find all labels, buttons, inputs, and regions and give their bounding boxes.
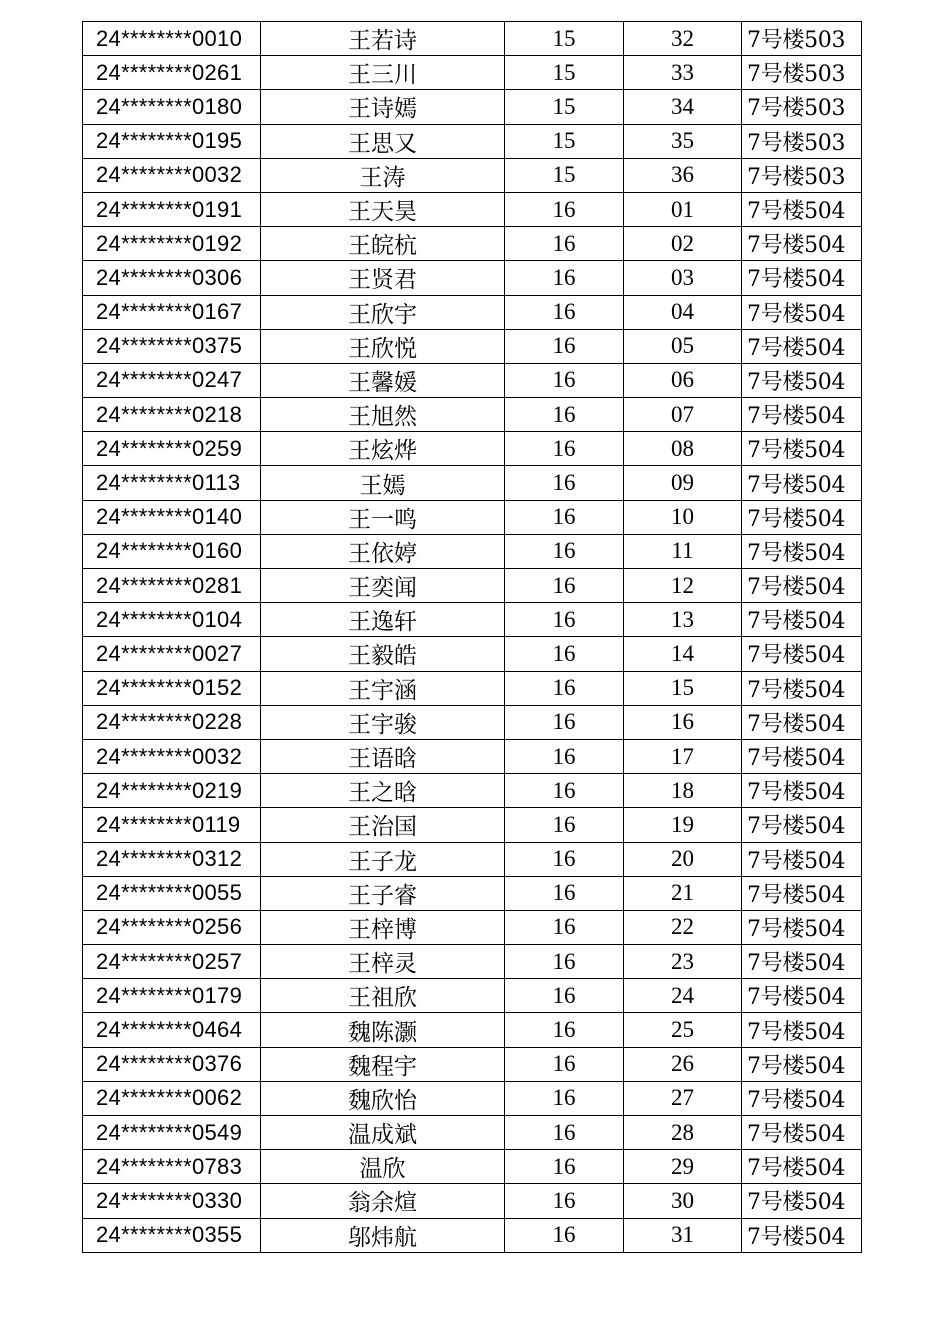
exam-room-cell: 16 bbox=[505, 295, 624, 329]
seat-number-cell: 16 bbox=[624, 705, 742, 739]
table-row bbox=[83, 945, 862, 979]
student-name-cell: 魏陈灏 bbox=[261, 1013, 505, 1047]
table-row bbox=[83, 603, 862, 637]
seat-number-cell: 22 bbox=[624, 910, 742, 944]
exam-room-cell: 16 bbox=[505, 808, 624, 842]
student-id-cell: 24********0062 bbox=[83, 1081, 261, 1115]
exam-location-cell: 7号楼504 bbox=[742, 671, 862, 705]
exam-location-cell: 7号楼503 bbox=[742, 56, 862, 90]
table-row bbox=[83, 705, 862, 739]
table-row bbox=[83, 227, 862, 261]
student-name-cell: 王诗嫣 bbox=[261, 90, 505, 124]
student-id-cell: 24********0055 bbox=[83, 876, 261, 910]
exam-room-cell: 16 bbox=[505, 603, 624, 637]
seat-number-cell: 14 bbox=[624, 637, 742, 671]
student-name-cell: 王梓灵 bbox=[261, 945, 505, 979]
student-id-cell: 24********0152 bbox=[83, 671, 261, 705]
exam-location-cell: 7号楼504 bbox=[742, 945, 862, 979]
exam-location-cell: 7号楼504 bbox=[742, 876, 862, 910]
exam-room-cell: 16 bbox=[505, 466, 624, 500]
table-row bbox=[83, 1150, 862, 1184]
seat-number-cell: 09 bbox=[624, 466, 742, 500]
exam-room-cell: 16 bbox=[505, 1116, 624, 1150]
exam-location-cell: 7号楼504 bbox=[742, 466, 862, 500]
student-id-cell: 24********0167 bbox=[83, 295, 261, 329]
exam-location-cell: 7号楼504 bbox=[742, 398, 862, 432]
exam-room-cell: 16 bbox=[505, 1047, 624, 1081]
exam-room-cell: 16 bbox=[505, 1013, 624, 1047]
student-id-cell: 24********0312 bbox=[83, 842, 261, 876]
exam-location-cell: 7号楼504 bbox=[742, 979, 862, 1013]
student-id-cell: 24********0259 bbox=[83, 432, 261, 466]
seat-number-cell: 05 bbox=[624, 329, 742, 363]
student-name-cell: 王治国 bbox=[261, 808, 505, 842]
table-row bbox=[83, 295, 862, 329]
exam-room-cell: 16 bbox=[505, 1184, 624, 1218]
table-row bbox=[83, 398, 862, 432]
exam-room-cell: 16 bbox=[505, 910, 624, 944]
exam-location-cell: 7号楼504 bbox=[742, 842, 862, 876]
student-id-cell: 24********0355 bbox=[83, 1218, 261, 1252]
student-name-cell: 王欣宇 bbox=[261, 295, 505, 329]
exam-room-cell: 15 bbox=[505, 90, 624, 124]
student-name-cell: 王三川 bbox=[261, 56, 505, 90]
seat-number-cell: 10 bbox=[624, 500, 742, 534]
student-name-cell: 魏欣怡 bbox=[261, 1081, 505, 1115]
student-name-cell: 温欣 bbox=[261, 1150, 505, 1184]
exam-location-cell: 7号楼504 bbox=[742, 1184, 862, 1218]
student-id-cell: 24********0228 bbox=[83, 705, 261, 739]
table-row bbox=[83, 569, 862, 603]
table-row bbox=[83, 842, 862, 876]
student-name-cell: 王子睿 bbox=[261, 876, 505, 910]
table-row bbox=[83, 192, 862, 226]
seat-number-cell: 20 bbox=[624, 842, 742, 876]
student-id-cell: 24********0375 bbox=[83, 329, 261, 363]
table-row bbox=[83, 22, 862, 56]
student-id-cell: 24********0218 bbox=[83, 398, 261, 432]
exam-location-cell: 7号楼504 bbox=[742, 1013, 862, 1047]
table-row bbox=[83, 739, 862, 773]
seat-number-cell: 34 bbox=[624, 90, 742, 124]
table-row bbox=[83, 363, 862, 397]
table-row bbox=[83, 466, 862, 500]
student-name-cell: 王嫣 bbox=[261, 466, 505, 500]
seat-number-cell: 31 bbox=[624, 1218, 742, 1252]
exam-location-cell: 7号楼504 bbox=[742, 329, 862, 363]
seat-number-cell: 06 bbox=[624, 363, 742, 397]
table-row bbox=[83, 124, 862, 158]
student-id-cell: 24********0256 bbox=[83, 910, 261, 944]
seat-number-cell: 36 bbox=[624, 158, 742, 192]
exam-room-cell: 16 bbox=[505, 500, 624, 534]
student-name-cell: 王思又 bbox=[261, 124, 505, 158]
student-id-cell: 24********0113 bbox=[83, 466, 261, 500]
table-row bbox=[83, 774, 862, 808]
exam-room-cell: 15 bbox=[505, 158, 624, 192]
student-id-cell: 24********0140 bbox=[83, 500, 261, 534]
student-name-cell: 王逸轩 bbox=[261, 603, 505, 637]
seat-number-cell: 18 bbox=[624, 774, 742, 808]
exam-location-cell: 7号楼504 bbox=[742, 1150, 862, 1184]
exam-room-cell: 16 bbox=[505, 876, 624, 910]
exam-room-cell: 16 bbox=[505, 1150, 624, 1184]
exam-room-cell: 16 bbox=[505, 842, 624, 876]
student-name-cell: 王馨媛 bbox=[261, 363, 505, 397]
table-row bbox=[83, 1047, 862, 1081]
student-id-cell: 24********0306 bbox=[83, 261, 261, 295]
table-row bbox=[83, 329, 862, 363]
table-body bbox=[83, 22, 862, 1253]
student-name-cell: 王涛 bbox=[261, 158, 505, 192]
student-id-cell: 24********0783 bbox=[83, 1150, 261, 1184]
exam-location-cell: 7号楼504 bbox=[742, 1081, 862, 1115]
student-id-cell: 24********0281 bbox=[83, 569, 261, 603]
student-id-cell: 24********0027 bbox=[83, 637, 261, 671]
seat-number-cell: 30 bbox=[624, 1184, 742, 1218]
seat-number-cell: 29 bbox=[624, 1150, 742, 1184]
table-row bbox=[83, 56, 862, 90]
seat-number-cell: 02 bbox=[624, 227, 742, 261]
student-id-cell: 24********0261 bbox=[83, 56, 261, 90]
student-id-cell: 24********0376 bbox=[83, 1047, 261, 1081]
student-name-cell: 王欣悦 bbox=[261, 329, 505, 363]
exam-room-cell: 16 bbox=[505, 534, 624, 568]
seat-number-cell: 17 bbox=[624, 739, 742, 773]
seat-number-cell: 15 bbox=[624, 671, 742, 705]
exam-location-cell: 7号楼504 bbox=[742, 603, 862, 637]
exam-room-cell: 15 bbox=[505, 56, 624, 90]
table-row bbox=[83, 637, 862, 671]
student-name-cell: 王梓博 bbox=[261, 910, 505, 944]
student-name-cell: 王炫烨 bbox=[261, 432, 505, 466]
seat-number-cell: 28 bbox=[624, 1116, 742, 1150]
seat-number-cell: 24 bbox=[624, 979, 742, 1013]
table-row bbox=[83, 876, 862, 910]
seat-number-cell: 23 bbox=[624, 945, 742, 979]
seat-number-cell: 01 bbox=[624, 192, 742, 226]
student-id-cell: 24********0160 bbox=[83, 534, 261, 568]
student-id-cell: 24********0191 bbox=[83, 192, 261, 226]
exam-room-cell: 16 bbox=[505, 774, 624, 808]
exam-room-cell: 16 bbox=[505, 739, 624, 773]
table-row bbox=[83, 1116, 862, 1150]
student-id-cell: 24********0247 bbox=[83, 363, 261, 397]
exam-room-cell: 16 bbox=[505, 671, 624, 705]
table-row bbox=[83, 500, 862, 534]
table-row bbox=[83, 910, 862, 944]
exam-location-cell: 7号楼503 bbox=[742, 22, 862, 56]
exam-room-cell: 16 bbox=[505, 705, 624, 739]
exam-location-cell: 7号楼504 bbox=[742, 534, 862, 568]
seat-number-cell: 21 bbox=[624, 876, 742, 910]
exam-location-cell: 7号楼504 bbox=[742, 192, 862, 226]
student-name-cell: 王之晗 bbox=[261, 774, 505, 808]
table-row bbox=[83, 1184, 862, 1218]
table-row bbox=[83, 979, 862, 1013]
exam-location-cell: 7号楼504 bbox=[742, 295, 862, 329]
seat-number-cell: 26 bbox=[624, 1047, 742, 1081]
exam-room-cell: 16 bbox=[505, 363, 624, 397]
student-id-cell: 24********0119 bbox=[83, 808, 261, 842]
student-name-cell: 魏程宇 bbox=[261, 1047, 505, 1081]
exam-location-cell: 7号楼504 bbox=[742, 774, 862, 808]
exam-location-cell: 7号楼504 bbox=[742, 1116, 862, 1150]
student-id-cell: 24********0032 bbox=[83, 739, 261, 773]
exam-location-cell: 7号楼504 bbox=[742, 569, 862, 603]
student-name-cell: 王宇骏 bbox=[261, 705, 505, 739]
exam-location-cell: 7号楼504 bbox=[742, 910, 862, 944]
table-row bbox=[83, 1081, 862, 1115]
student-id-cell: 24********0195 bbox=[83, 124, 261, 158]
exam-room-cell: 16 bbox=[505, 979, 624, 1013]
seat-number-cell: 27 bbox=[624, 1081, 742, 1115]
student-id-cell: 24********0549 bbox=[83, 1116, 261, 1150]
student-name-cell: 王毅皓 bbox=[261, 637, 505, 671]
exam-room-cell: 16 bbox=[505, 569, 624, 603]
exam-location-cell: 7号楼503 bbox=[742, 90, 862, 124]
table-row bbox=[83, 808, 862, 842]
student-id-cell: 24********0330 bbox=[83, 1184, 261, 1218]
student-name-cell: 王宇涵 bbox=[261, 671, 505, 705]
table-row bbox=[83, 1013, 862, 1047]
exam-room-cell: 16 bbox=[505, 1081, 624, 1115]
exam-room-cell: 16 bbox=[505, 192, 624, 226]
exam-location-cell: 7号楼504 bbox=[742, 705, 862, 739]
exam-location-cell: 7号楼503 bbox=[742, 158, 862, 192]
student-id-cell: 24********0032 bbox=[83, 158, 261, 192]
seat-number-cell: 13 bbox=[624, 603, 742, 637]
student-id-cell: 24********0180 bbox=[83, 90, 261, 124]
seat-number-cell: 19 bbox=[624, 808, 742, 842]
student-id-cell: 24********0219 bbox=[83, 774, 261, 808]
seat-number-cell: 33 bbox=[624, 56, 742, 90]
exam-room-cell: 16 bbox=[505, 432, 624, 466]
exam-location-cell: 7号楼504 bbox=[742, 739, 862, 773]
exam-location-cell: 7号楼504 bbox=[742, 1218, 862, 1252]
table-row bbox=[83, 671, 862, 705]
student-name-cell: 王祖欣 bbox=[261, 979, 505, 1013]
exam-room-cell: 16 bbox=[505, 261, 624, 295]
student-name-cell: 王天昊 bbox=[261, 192, 505, 226]
exam-location-cell: 7号楼504 bbox=[742, 261, 862, 295]
exam-location-cell: 7号楼504 bbox=[742, 637, 862, 671]
exam-location-cell: 7号楼504 bbox=[742, 363, 862, 397]
seat-number-cell: 32 bbox=[624, 22, 742, 56]
student-name-cell: 王一鸣 bbox=[261, 500, 505, 534]
seat-number-cell: 11 bbox=[624, 534, 742, 568]
exam-room-cell: 16 bbox=[505, 637, 624, 671]
exam-location-cell: 7号楼504 bbox=[742, 227, 862, 261]
exam-location-cell: 7号楼504 bbox=[742, 808, 862, 842]
exam-room-cell: 15 bbox=[505, 22, 624, 56]
student-name-cell: 王贤君 bbox=[261, 261, 505, 295]
table-row bbox=[83, 432, 862, 466]
student-name-cell: 王奕闻 bbox=[261, 569, 505, 603]
student-id-cell: 24********0192 bbox=[83, 227, 261, 261]
exam-location-cell: 7号楼504 bbox=[742, 432, 862, 466]
exam-room-cell: 16 bbox=[505, 1218, 624, 1252]
student-name-cell: 王子龙 bbox=[261, 842, 505, 876]
exam-location-cell: 7号楼503 bbox=[742, 124, 862, 158]
student-name-cell: 王若诗 bbox=[261, 22, 505, 56]
student-name-cell: 翁余煊 bbox=[261, 1184, 505, 1218]
student-name-cell: 王依婷 bbox=[261, 534, 505, 568]
table-row bbox=[83, 90, 862, 124]
seat-number-cell: 08 bbox=[624, 432, 742, 466]
exam-room-cell: 16 bbox=[505, 227, 624, 261]
seat-number-cell: 35 bbox=[624, 124, 742, 158]
student-id-cell: 24********0104 bbox=[83, 603, 261, 637]
seat-number-cell: 25 bbox=[624, 1013, 742, 1047]
exam-room-cell: 16 bbox=[505, 398, 624, 432]
student-name-cell: 邬炜航 bbox=[261, 1218, 505, 1252]
student-name-cell: 王皖杭 bbox=[261, 227, 505, 261]
student-name-cell: 温成斌 bbox=[261, 1116, 505, 1150]
student-id-cell: 24********0464 bbox=[83, 1013, 261, 1047]
table-row bbox=[83, 1218, 862, 1252]
student-id-cell: 24********0179 bbox=[83, 979, 261, 1013]
seat-number-cell: 04 bbox=[624, 295, 742, 329]
exam-room-cell: 15 bbox=[505, 124, 624, 158]
student-name-cell: 王语晗 bbox=[261, 739, 505, 773]
seat-number-cell: 03 bbox=[624, 261, 742, 295]
student-name-cell: 王旭然 bbox=[261, 398, 505, 432]
exam-location-cell: 7号楼504 bbox=[742, 1047, 862, 1081]
table-row bbox=[83, 261, 862, 295]
student-id-cell: 24********0010 bbox=[83, 22, 261, 56]
exam-room-cell: 16 bbox=[505, 329, 624, 363]
seat-number-cell: 07 bbox=[624, 398, 742, 432]
student-id-cell: 24********0257 bbox=[83, 945, 261, 979]
exam-room-cell: 16 bbox=[505, 945, 624, 979]
exam-location-cell: 7号楼504 bbox=[742, 500, 862, 534]
table-row bbox=[83, 534, 862, 568]
seat-number-cell: 12 bbox=[624, 569, 742, 603]
exam-seating-table bbox=[82, 21, 862, 1253]
table-row bbox=[83, 158, 862, 192]
